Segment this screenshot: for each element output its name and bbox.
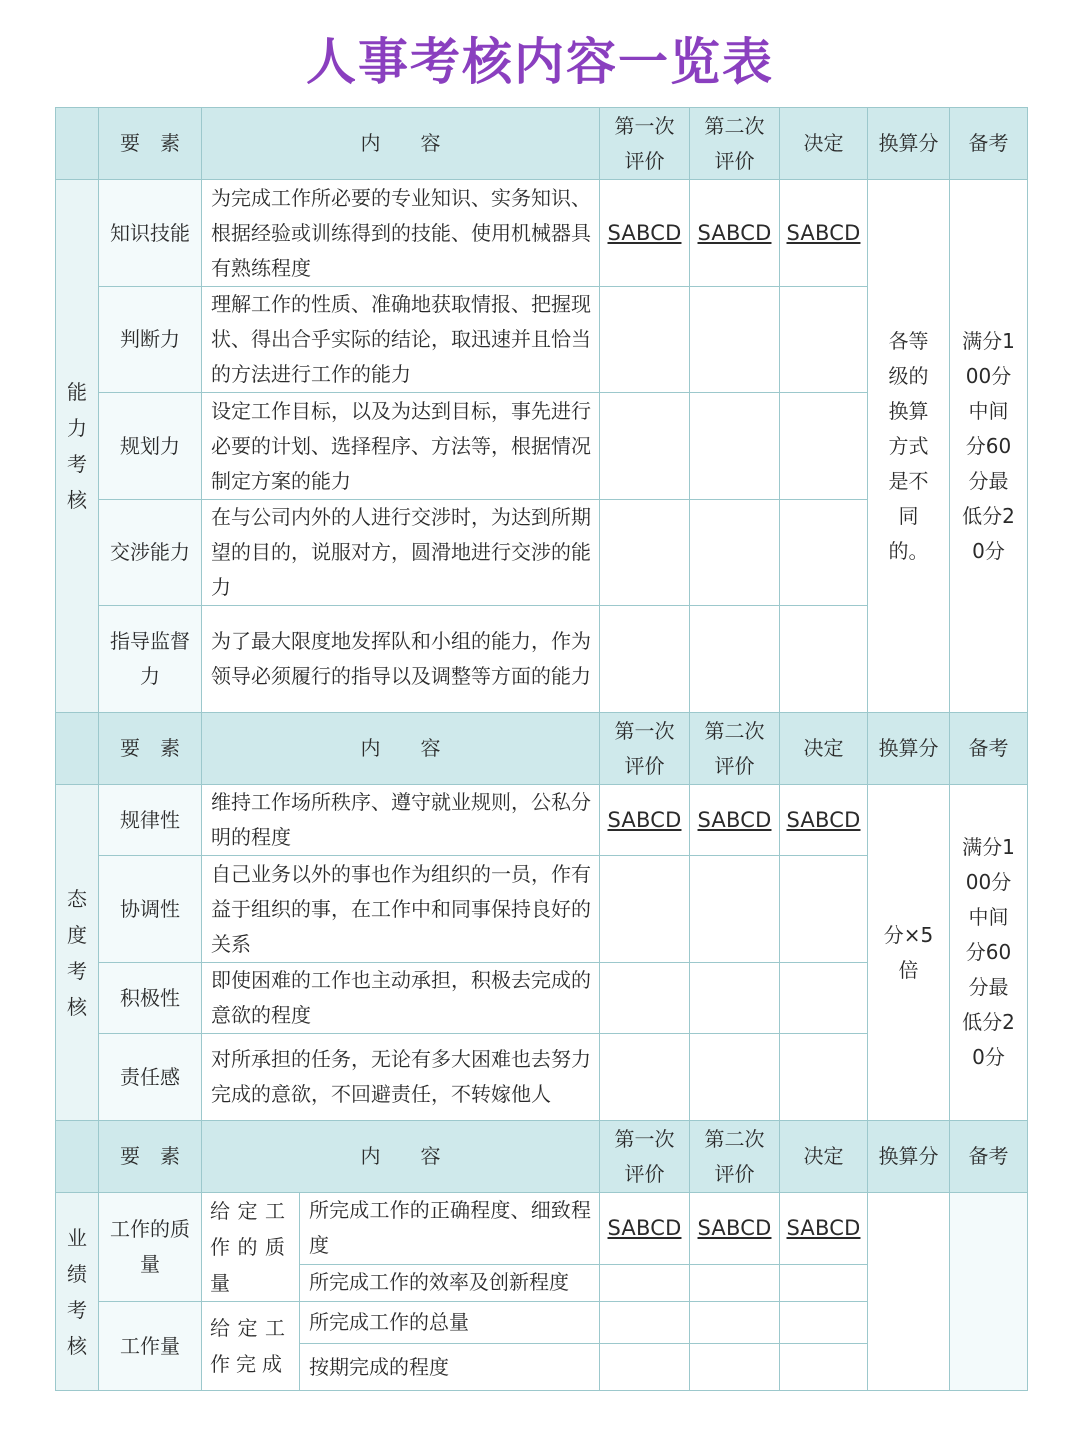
conversion-attitude: 分×5倍: [868, 785, 950, 1121]
category-attitude: 态度考核: [56, 785, 99, 1121]
empty-cell: [690, 1264, 780, 1301]
appraisal-table: [55, 107, 1028, 1391]
empty-cell: [690, 963, 780, 1034]
empty-cell: [600, 500, 690, 606]
item-content: 按期完成的程度: [300, 1344, 600, 1391]
header-second-eval: 第二次 评价: [690, 108, 780, 180]
item-content: 所完成工作的总量: [300, 1302, 600, 1344]
second-eval-grade: SABCD: [690, 180, 780, 287]
item-name: 知识技能: [99, 180, 202, 287]
item-content: 理解工作的性质、准确地获取情报、把握现状、得出合乎实际的结论，取迅速并且恰当的方法进行工作的能力: [202, 287, 600, 393]
header-decision: 决定: [780, 713, 868, 785]
empty-cell: [780, 500, 868, 606]
sub-item: 给定工作的质量: [202, 1193, 300, 1302]
item-name: 交涉能力: [99, 500, 202, 606]
item-content: 设定工作目标，以及为达到目标，事先进行必要的计划、选择程序、方法等，根据情况制定方案的能力: [202, 393, 600, 500]
empty-cell: [690, 500, 780, 606]
item-name: 工作的质量: [99, 1193, 202, 1302]
empty-cell: [780, 963, 868, 1034]
remarks-ability: 满分100分中间分60分最低分20分: [950, 180, 1028, 713]
header-remarks: 备考: [950, 713, 1028, 785]
header-conversion: 换算分: [868, 1121, 950, 1193]
empty-cell: [600, 1264, 690, 1301]
empty-cell: [690, 856, 780, 963]
item-content: 所完成工作的效率及创新程度: [300, 1264, 600, 1301]
header-remarks: 备考: [950, 1121, 1028, 1193]
category-performance: 业绩考核: [56, 1193, 99, 1391]
table-row: [56, 180, 1028, 287]
item-content: 所完成工作的正确程度、细致程度: [300, 1193, 600, 1265]
item-name: 判断力: [99, 287, 202, 393]
empty-cell: [600, 1344, 690, 1391]
empty-cell: [600, 606, 690, 713]
item-content: 即使困难的工作也主动承担，积极去完成的意欲的程度: [202, 963, 600, 1034]
empty-cell: [780, 1264, 868, 1301]
item-content: 为完成工作所必要的专业知识、实务知识、根据经验或训练得到的技能、使用机械器具有熟练程度: [202, 180, 600, 287]
empty-cell: [600, 287, 690, 393]
sub-item: 给定工作完成: [202, 1302, 300, 1391]
header-element: 要 素: [99, 108, 202, 180]
decision-grade: SABCD: [780, 1193, 868, 1265]
empty-cell: [690, 1034, 780, 1121]
header-first-eval: 第一次 评价: [600, 1121, 690, 1193]
item-name: 协调性: [99, 856, 202, 963]
header-conversion: 换算分: [868, 108, 950, 180]
item-content: 为了最大限度地发挥队和小组的能力，作为领导必须履行的指导以及调整等方面的能力: [202, 606, 600, 713]
header-blank: [56, 713, 99, 785]
header-element: 要 素: [99, 713, 202, 785]
header-conversion: 换算分: [868, 713, 950, 785]
decision-grade: SABCD: [780, 180, 868, 287]
header-content: 内 容: [202, 108, 600, 180]
remarks-attitude: 满分100分中间分60分最低分20分: [950, 785, 1028, 1121]
header-row: [56, 713, 1028, 785]
item-name: 积极性: [99, 963, 202, 1034]
header-blank: [56, 1121, 99, 1193]
header-blank: [56, 108, 99, 180]
empty-cell: [780, 1344, 868, 1391]
empty-cell: [690, 606, 780, 713]
empty-cell: [780, 856, 868, 963]
item-name: 规律性: [99, 785, 202, 856]
empty-cell: [780, 287, 868, 393]
header-remarks: 备考: [950, 108, 1028, 180]
header-first-eval: 第一次 评价: [600, 713, 690, 785]
empty-cell: [780, 606, 868, 713]
header-content: 内 容: [202, 1121, 600, 1193]
second-eval-grade: SABCD: [690, 785, 780, 856]
item-name: 指导监督力: [99, 606, 202, 713]
second-eval-grade: SABCD: [690, 1193, 780, 1265]
first-eval-grade: SABCD: [600, 180, 690, 287]
empty-cell: [600, 963, 690, 1034]
category-ability: 能力考核: [56, 180, 99, 713]
header-second-eval: 第二次 评价: [690, 1121, 780, 1193]
header-content: 内 容: [202, 713, 600, 785]
table-row: [56, 1193, 1028, 1265]
empty-cell: [600, 393, 690, 500]
item-name: 规划力: [99, 393, 202, 500]
empty-cell: [780, 1034, 868, 1121]
header-row: [56, 108, 1028, 180]
header-element: 要 素: [99, 1121, 202, 1193]
empty-cell: [690, 1344, 780, 1391]
item-content: 自己业务以外的事也作为组织的一员，作有益于组织的事，在工作中和同事保持良好的关系: [202, 856, 600, 963]
conversion-performance: [868, 1193, 950, 1391]
header-row: [56, 1121, 1028, 1193]
empty-cell: [690, 287, 780, 393]
header-decision: 决定: [780, 1121, 868, 1193]
empty-cell: [690, 1302, 780, 1344]
header-second-eval: 第二次 评价: [690, 713, 780, 785]
empty-cell: [780, 393, 868, 500]
first-eval-grade: SABCD: [600, 1193, 690, 1265]
item-name: 工作量: [99, 1302, 202, 1391]
empty-cell: [690, 393, 780, 500]
page-title: 人事考核内容一览表: [306, 33, 774, 91]
header-first-eval: 第一次 评价: [600, 108, 690, 180]
empty-cell: [780, 1302, 868, 1344]
item-content: 对所承担的任务，无论有多大困难也去努力完成的意欲，不回避责任，不转嫁他人: [202, 1034, 600, 1121]
empty-cell: [600, 1034, 690, 1121]
item-content: 在与公司内外的人进行交涉时，为达到所期望的目的，说服对方，圆滑地进行交涉的能力: [202, 500, 600, 606]
header-decision: 决定: [780, 108, 868, 180]
conversion-ability: 各等级的换算方式是不同的。: [868, 180, 950, 713]
first-eval-grade: SABCD: [600, 785, 690, 856]
empty-cell: [600, 1302, 690, 1344]
empty-cell: [600, 856, 690, 963]
decision-grade: SABCD: [780, 785, 868, 856]
item-content: 维持工作场所秩序、遵守就业规则，公私分明的程度: [202, 785, 600, 856]
table-row: [56, 785, 1028, 856]
item-name: 责任感: [99, 1034, 202, 1121]
remarks-performance: [950, 1193, 1028, 1391]
